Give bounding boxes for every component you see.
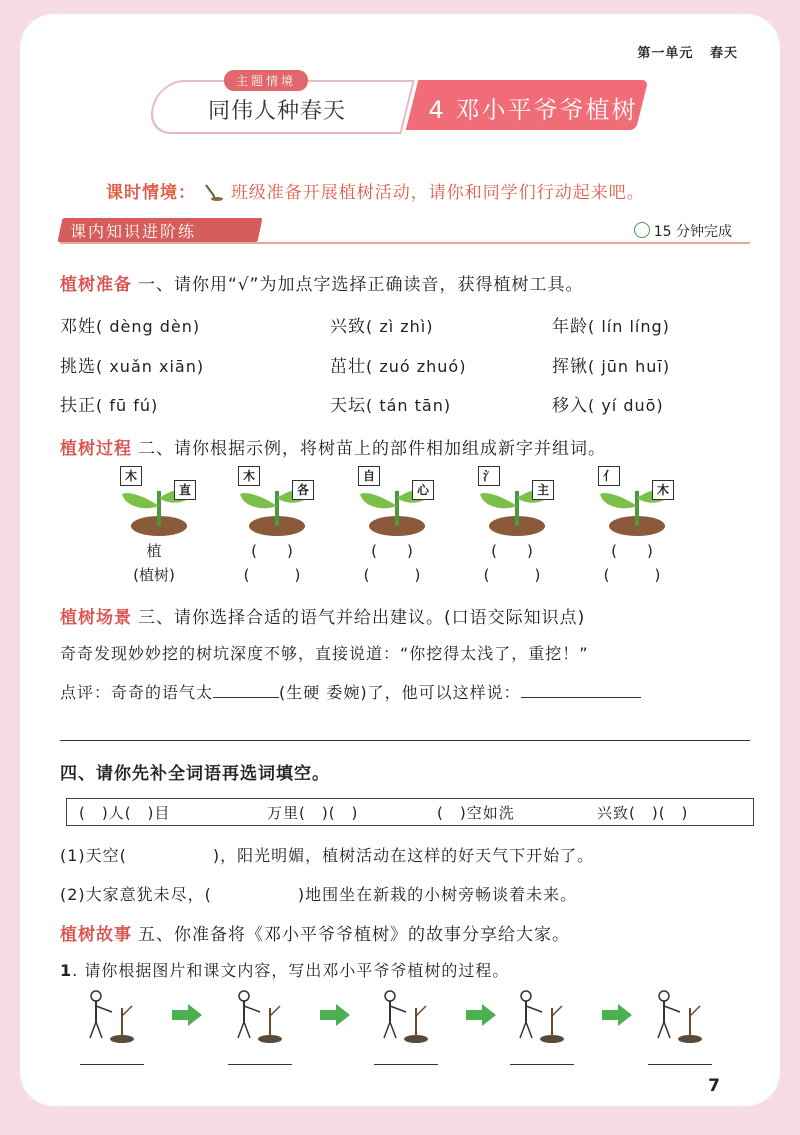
pinyin-options[interactable]: ( jūn huī) [588, 357, 671, 376]
worksheet-page [20, 14, 780, 1106]
pinyin-item [330, 352, 466, 377]
pinyin-options[interactable]: ( lín líng) [588, 317, 670, 336]
timer [634, 221, 732, 241]
word-box [66, 798, 754, 826]
q4-s2a: (2)大家意犹未尽，( [60, 885, 212, 904]
pinyin-item [60, 312, 200, 337]
pinyin-word: 年龄 [552, 317, 588, 337]
story-blank[interactable] [80, 1064, 144, 1065]
pinyin-item [330, 312, 433, 337]
pinyin-options[interactable]: ( dèng dèn) [96, 317, 201, 336]
section-title: 课内知识进阶练 [70, 222, 197, 241]
q5-sub1 [60, 958, 509, 981]
page-header [637, 42, 738, 61]
q4-s1a: (1)天空( [60, 846, 127, 865]
sprout-part-right: 心 [412, 480, 434, 500]
page-number: 7 [708, 1076, 720, 1096]
sprout-answer[interactable]: ( ) [251, 542, 293, 560]
word-1[interactable]: ( )人( )目 [79, 804, 171, 822]
pinyin-item [552, 391, 664, 416]
q5-sub1-text: . 请你根据图片和课文内容，写出邓小平爷爷植树的过程。 [72, 961, 510, 980]
sprout [222, 466, 332, 586]
q5-text: 五、你准备将《邓小平爷爷植树》的故事分享给大家。 [138, 925, 570, 945]
pinyin-word: 移入 [552, 396, 588, 416]
q3-text: 三、请你选择合适的语气并给出建议。(口语交际知识点) [138, 608, 586, 628]
pinyin-word: 天坛 [330, 396, 366, 416]
pinyin-options[interactable]: ( zuó zhuó) [366, 357, 467, 376]
q4-sentence2 [60, 882, 577, 905]
theme-tag: 主题情境 [224, 70, 308, 91]
suggestion-line[interactable] [60, 740, 750, 741]
story-blank[interactable] [228, 1064, 292, 1065]
word-3[interactable]: ( )空如洗 [437, 804, 515, 822]
sprout [104, 466, 214, 586]
pinyin-item [552, 352, 670, 377]
sprout-part-right: 木 [652, 480, 674, 500]
situation-label: 课时情境： [106, 183, 196, 203]
arrow-right-icon [320, 1004, 350, 1026]
lesson-title: 4 邓小平爷爷植树 [428, 96, 638, 124]
pinyin-item [552, 312, 670, 337]
story-figure-icon [76, 988, 146, 1044]
pinyin-item [60, 391, 158, 416]
unit-label: 第一单元 [637, 46, 694, 61]
q4-sentence1 [60, 843, 594, 866]
sprout-answer[interactable]: 植 [146, 542, 162, 560]
q2-prompt [60, 434, 606, 459]
sprout-part-right: 各 [292, 480, 314, 500]
story-figure-icon [224, 988, 294, 1044]
tone-blank[interactable] [213, 697, 279, 698]
pinyin-options[interactable]: ( xuǎn xiān) [96, 357, 205, 376]
topic-label: 春天 [709, 46, 738, 61]
sprout-part-right: 直 [174, 480, 196, 500]
pinyin-word: 挑选 [60, 357, 96, 377]
q1-tag: 植树准备 [60, 275, 132, 295]
q3-line2a: 点评：奇奇的语气太 [60, 683, 214, 702]
q5-prompt [60, 920, 570, 945]
pinyin-options[interactable]: ( tán tān) [366, 396, 452, 415]
sprout-answer[interactable]: ( ) [491, 542, 533, 560]
story-blank[interactable] [374, 1064, 438, 1065]
story-figure-icon [370, 988, 440, 1044]
pinyin-word: 扶正 [60, 396, 96, 416]
situation-text: 班级准备开展植树活动，请你和同学们行动起来吧。 [230, 183, 645, 203]
clock-icon [634, 222, 650, 238]
theme-title: 同伟人种春天 [208, 99, 347, 124]
sprout-part-left: 氵 [478, 466, 500, 486]
q5-sub1-num: 1 [60, 961, 73, 980]
sprout-part-left: 木 [120, 466, 142, 486]
arrow-right-icon [466, 1004, 496, 1026]
sprout [342, 466, 452, 586]
q4-prompt: 四、请你先补全词语再选词填空。 [60, 764, 330, 784]
q2-text: 二、请你根据示例，将树苗上的部件相加组成新字并组词。 [138, 439, 606, 459]
q3-line1: 奇奇发现妙妙挖的树坑深度不够，直接说道：“你挖得太浅了，重挖！” [60, 644, 589, 663]
pinyin-word: 兴致 [330, 317, 366, 337]
pinyin-options[interactable]: ( fū fú) [96, 396, 159, 415]
story-blank[interactable] [648, 1064, 712, 1065]
sprout-answer[interactable]: ( ) [611, 542, 653, 560]
pinyin-word: 邓姓 [60, 317, 96, 337]
sprout-word[interactable]: ( ) [363, 566, 421, 584]
arrow-right-icon [602, 1004, 632, 1026]
word-4[interactable]: 兴致( )( ) [597, 804, 689, 822]
sprout [582, 466, 692, 586]
q4-s2b: )地围坐在新栽的小树旁畅谈着未来。 [297, 885, 578, 904]
sprout-word[interactable]: ( ) [603, 566, 661, 584]
sprout-part-left: 木 [238, 466, 260, 486]
pinyin-options[interactable]: ( yí duō) [588, 396, 664, 415]
sprout-word[interactable]: (植树) [133, 566, 175, 584]
story-figure-icon [506, 988, 576, 1044]
story-figure-icon [644, 988, 714, 1044]
q1-prompt [60, 270, 583, 295]
pinyin-word: 挥锹 [552, 357, 588, 377]
suggestion-blank[interactable] [521, 697, 641, 698]
q3-line2 [60, 680, 641, 703]
pinyin-item [60, 352, 204, 377]
sprout-answer[interactable]: ( ) [371, 542, 413, 560]
sprout-part-left: 自 [358, 466, 380, 486]
q4-s1b: )，阳光明媚，植树活动在这样的好天气下开始了。 [212, 846, 595, 865]
sprout-word[interactable]: ( ) [243, 566, 301, 584]
word-2[interactable]: 万里( )( ) [267, 804, 359, 822]
q3-prompt [60, 603, 585, 628]
q5-tag: 植树故事 [60, 925, 132, 945]
sprout-part-right: 主 [532, 480, 554, 500]
timer-text: 15 分钟完成 [653, 224, 732, 240]
pinyin-word: 茁壮 [330, 357, 366, 377]
q2-tag: 植树过程 [60, 439, 132, 459]
q3-tag: 植树场景 [60, 608, 132, 628]
story-blank[interactable] [510, 1064, 574, 1065]
pinyin-options[interactable]: ( zì zhì) [366, 317, 434, 336]
shovel-icon [202, 183, 224, 201]
pinyin-item [330, 391, 451, 416]
q1-text: 一、请你用“√”为加点字选择正确读音，获得植树工具。 [138, 275, 584, 295]
arrow-right-icon [172, 1004, 202, 1026]
section-divider [60, 242, 750, 244]
situation [106, 178, 645, 203]
sprout [462, 466, 572, 586]
sprout-word[interactable]: ( ) [483, 566, 541, 584]
sprout-part-left: 亻 [598, 466, 620, 486]
q3-line2b: (生硬 委婉)了，他可以这样说： [279, 683, 521, 702]
